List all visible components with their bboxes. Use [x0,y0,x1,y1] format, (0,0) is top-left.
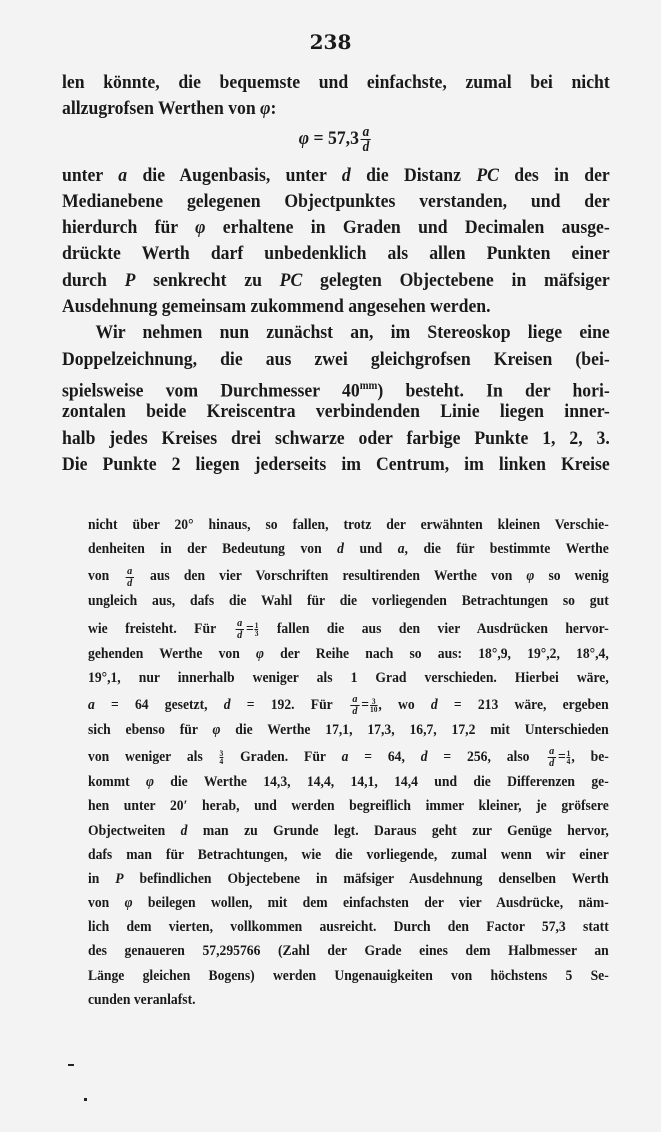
footnote-line: Objectweiten d man zu Grunde legt. Daraus geht zur Genüge hervor, [88,822,609,839]
text-line: hierdurch für φ erhaltene in Graden und Decimalen ausge- [62,217,610,239]
fraction: $\frac{1}{4}$ [566,749,571,767]
footnote-line: nicht über 20° hinaus, so fallen, trotz der erwähnten kleinen Verschie- [88,517,609,533]
fraction: $\frac{a}{d}$ [237,616,243,641]
footnote-line: kommt φ die Werthe 14,3, 14,4, 14,1, 14,4 und die Differenzen ge- [88,774,609,791]
footnote-line: sich ebenso für φ die Werthe 17,1, 17,3, 16,7, 17,2 mit Unterschieden [88,721,609,738]
footnote-line: von weniger als $\frac{3}{4}$ Graden. Für a = 64, d = 256, also $\frac{a}{d}$ = $\frac{1}{4}$ , be- [88,745,609,770]
text-line: Medianebene gelegenen Objectpunktes verstanden, und der [62,190,610,212]
footnote-line: 19°,1, nur innerhalb weniger als 1 Grad verschieden. Hierbei wäre, [88,669,609,686]
text-line: durch P senkrecht zu PC gelegten Objectebene in mäfsiger [62,269,610,291]
fraction: $\frac{1}{3}$ [254,620,259,638]
footnote-line: dafs man für Betrachtungen, wie die vorliegende, zumal wenn wir einer [88,846,609,863]
footnote-line: des genaueren 57,295766 (Zahl der Grade eines dem Halbmesser an [88,943,609,960]
text-line: Doppelzeichnung, die aus zwei gleichgrofsen Kreisen (bei- [62,348,610,370]
fraction: $\frac{a}{d}$ [362,123,370,155]
formula: φ = 57,3 $\frac{a}{d}$ [298,123,370,155]
footnote-line: wie freisteht. Für $\frac{a}{d}$ = $\frac{1}{3}$ fallen die aus den vier Ausdrücken hervor- [88,616,609,641]
scan-speck [84,1098,87,1101]
scan-speck [68,1064,74,1066]
fraction: $\frac{a}{d}$ [549,745,555,770]
footnote-line: von $\frac{a}{d}$ aus den vier Vorschriften resultirenden Werthe von φ so wenig [88,564,609,589]
fraction: $\frac{3}{4}$ [219,749,224,767]
footnote-line: ungleich aus, dafs die Wahl für die vorliegenden Betrachtungen so gut [88,593,609,610]
text-line: Wir nehmen nun zunächst an, im Stereoskop liege eine [95,322,610,344]
text-line: len könnte, die bequemste und einfachste, zumal bei nicht [62,72,610,93]
footnote-line: cunden veranlafst. [88,991,196,1008]
footnote-line: gehenden Werthe von φ der Reihe nach so aus: 18°,9, 19°,2, 18°,4, [88,645,609,662]
fraction: $\frac{a}{d}$ [127,564,133,589]
footnote-line: in P befindlichen Objectebene in mäfsiger Ausdehnung denselben Werth [88,870,609,887]
text-line: Ausdehnung gemeinsam zukommend angesehen werden. [62,296,491,318]
footnote-line: hen unter 20′ herab, und werden begreiflich immer kleiner, je gröfsere [88,798,609,815]
page-number: 238 [309,30,352,54]
text-line: Die Punkte 2 liegen jederseits im Centrum, im linken Kreise [62,453,610,475]
text-line: zontalen beide Kreiscentra verbindenden Linie liegen inner- [62,401,610,423]
text-line: spielsweise vom Durchmesser $40^{mm}$) besteht. In der hori- [62,379,610,402]
footnote-line: lich dem vierten, vollkommen ausreicht. Durch den Factor 57,3 statt [88,919,609,936]
footnote [88,513,609,1012]
footnote-line: a = 64 gesetzt, d = 192. Für $\frac{a}{d}$ = $\frac{3}{10}$ , wo d = 213 wäre, ergeben [88,693,609,718]
text-line: halb jedes Kreises drei schwarze oder farbige Punkte 1, 2, 3. [62,427,610,449]
text-line: unter a die Augenbasis, unter d die Distanz PC des in der [62,164,610,186]
footnote-line: Länge gleichen Bogens) werden Ungenauigkeiten von höchstens 5 Se- [88,967,609,984]
main-text [62,70,610,478]
text-line: drückte Werth darf unbedenklich als allen Punkten einer [62,243,610,265]
fraction: $\frac{a}{d}$ [352,693,358,718]
footnote-line: von φ beilegen wollen, mit dem einfachsten der vier Ausdrücke, näm- [88,895,609,912]
footnote-line: denheiten in der Bedeutung von d und a, die für bestimmte Werthe [88,541,609,558]
text-line: allzugrofsen Werthen von φ: [62,98,277,120]
fraction: $\frac{3}{10}$ [370,696,378,715]
